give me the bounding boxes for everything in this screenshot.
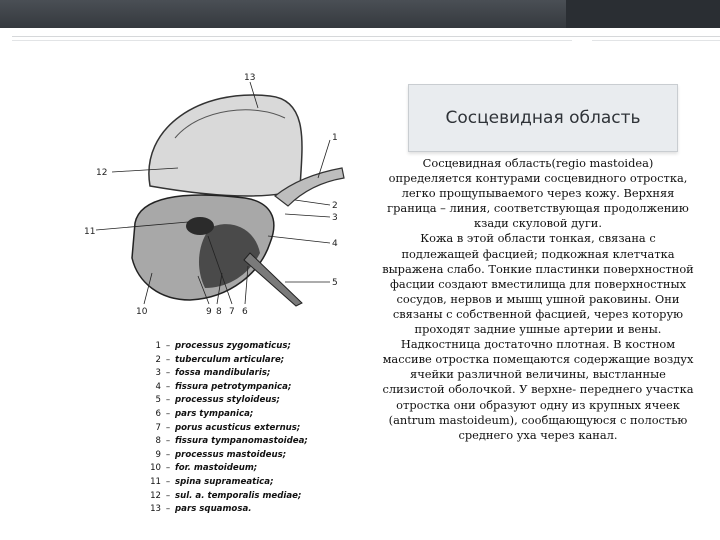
legend-dash: – — [165, 368, 171, 379]
legend-term: processus zygomaticus; — [175, 341, 291, 351]
ear-canal — [186, 217, 214, 235]
legend-number: 11 — [150, 476, 161, 487]
legend-item — [143, 367, 313, 381]
legend-number: 3 — [155, 368, 161, 379]
label-3: 3 — [332, 213, 338, 223]
legend-term: porus acusticus externus; — [175, 422, 301, 433]
legend-term: processus styloideus; — [175, 395, 280, 406]
legend-dash: – — [165, 463, 171, 474]
label-6: 6 — [242, 307, 248, 317]
figure-legend — [143, 340, 313, 517]
label-7: 7 — [229, 307, 235, 317]
legend-number: 4 — [155, 381, 161, 392]
label-11: 11 — [84, 227, 96, 237]
label-2: 2 — [332, 201, 338, 211]
legend-item — [143, 408, 313, 422]
header-rule — [12, 36, 720, 37]
legend-dash: – — [165, 341, 171, 351]
legend-term: tuberculum articulare; — [175, 354, 285, 365]
label-5: 5 — [332, 278, 338, 288]
pointer-4 — [268, 236, 330, 243]
legend-term: for. mastoideum; — [175, 463, 258, 474]
legend-dash: – — [165, 490, 171, 501]
legend-term: fissura tympanomastoidea; — [175, 436, 308, 447]
slide-title: Сосцевидная область — [445, 108, 641, 128]
legend-item — [143, 490, 313, 504]
legend-dash: – — [165, 381, 171, 392]
top-bar-accent — [566, 0, 720, 28]
legend-term: sul. a. temporalis mediae; — [175, 490, 302, 501]
legend-dash: – — [165, 504, 171, 515]
label-12: 12 — [96, 168, 108, 178]
label-8: 8 — [216, 307, 222, 317]
legend-item — [143, 503, 313, 517]
header-rule-secondary-right — [592, 40, 720, 41]
legend-number: 10 — [150, 463, 161, 474]
legend-term: pars squamosa. — [175, 504, 252, 515]
legend-dash: – — [165, 476, 171, 487]
legend-dash: – — [165, 422, 171, 433]
legend-term: pars tympanica; — [175, 408, 254, 419]
header-rule-secondary — [12, 40, 572, 41]
paragraph-2: Кожа в этой области тонкая, связана с подлежащей фасцией; подкожная клетчатка выражена слабо. Тонкие пластинки поверхностной фасции создают вместилища для поверхностных сосудов, нервов и мышц ушной раковины. Они связаны с собственной фасцией, через которую проходят задние ушные артерии и вены. Надкостница достаточно плотная. В костном массиве отростка помещаются содержащие воздух ячейки различной величины, выстланные слизистой оболочкой. У верхне- переднего участка отростка они образуют одну из крупных ячеек (antrum mastoideum), сообщающуюся с полостью среднего уха через канал. — [382, 231, 694, 442]
legend-number: 5 — [155, 395, 161, 406]
legend-term: fissura petrotympanica; — [175, 381, 292, 392]
paragraph-1: Сосцевидная область(regio mastoidea) определяется контурами сосцевидного отростка, легко прощупываемого через кожу. Верхняя граница – линия, соответствующая продолжению кзади скуловой дуги. — [387, 156, 689, 231]
legend-term: processus mastoideus; — [175, 449, 287, 460]
legend-dash: – — [165, 395, 171, 406]
legend-item — [143, 340, 313, 354]
legend-item — [143, 422, 313, 436]
temporal-bone-figure — [80, 68, 355, 328]
label-9: 9 — [206, 307, 212, 317]
legend-dash: – — [165, 408, 171, 419]
legend-item — [143, 476, 313, 490]
legend-number: 2 — [155, 354, 161, 365]
legend-number: 13 — [150, 504, 161, 515]
legend-item — [143, 435, 313, 449]
legend-dash: – — [165, 436, 171, 447]
legend-item — [143, 381, 313, 395]
label-10: 10 — [136, 307, 148, 317]
label-4: 4 — [332, 239, 338, 249]
legend-dash: – — [165, 354, 171, 365]
legend-term: fossa mandibularis; — [175, 368, 271, 379]
legend-number: 1 — [155, 341, 161, 351]
squama-shape — [149, 95, 302, 196]
legend-number: 8 — [155, 436, 161, 447]
label-13: 13 — [244, 73, 256, 83]
pointer-3 — [285, 214, 330, 217]
label-1: 1 — [332, 133, 338, 143]
legend-dash: – — [165, 449, 171, 460]
legend-item — [143, 354, 313, 368]
legend-number: 6 — [155, 408, 161, 419]
styloid-process-shape — [244, 253, 302, 306]
pointer-2 — [295, 200, 330, 205]
legend-item — [143, 394, 313, 408]
legend-item — [143, 449, 313, 463]
legend-number: 9 — [155, 449, 161, 460]
legend-item — [143, 462, 313, 476]
legend-term: spina suprameatica; — [175, 476, 274, 487]
legend-number: 7 — [155, 422, 161, 433]
title-box — [408, 84, 678, 152]
body-text — [382, 156, 694, 443]
legend-number: 12 — [150, 490, 161, 501]
